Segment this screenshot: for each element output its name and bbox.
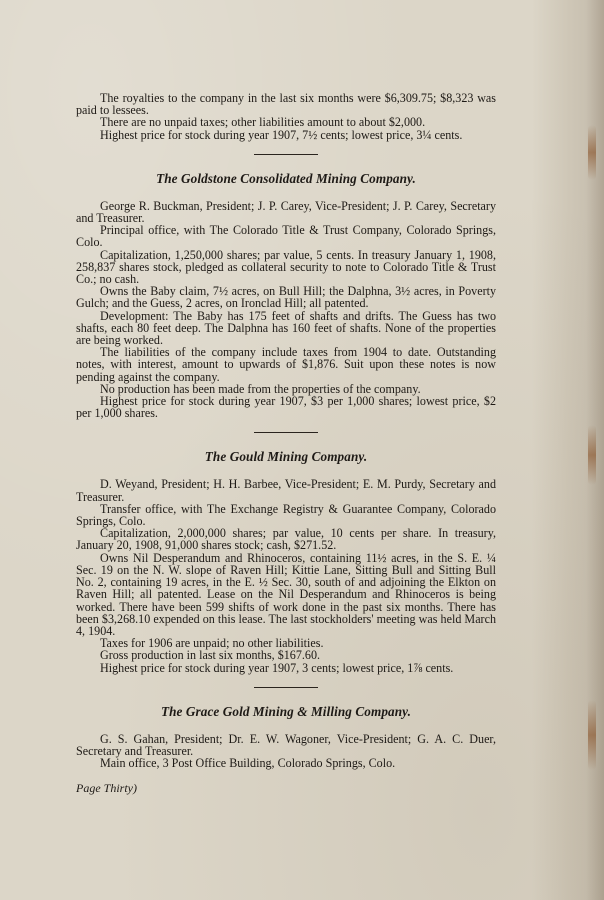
edge-stain	[588, 125, 596, 180]
edge-stain	[588, 700, 596, 770]
section-title: The Gould Mining Company.	[204, 449, 368, 465]
section-paragraph: Transfer office, with The Exchange Registry & Guarantee Company, Colorado Springs, Colo.	[76, 501, 496, 529]
section-paragraph: D. Weyand, President; H. H. Barbee, Vice-President; E. M. Purdy, Secretary and Treasurer.	[76, 477, 496, 504]
section-title: The Goldstone Consolidated Mining Company.	[156, 170, 416, 186]
page-number: Page Thirty)	[76, 781, 137, 796]
section-paragraph: Highest price for stock during year 1907, 3 cents; lowest price, 1⅞ cents.	[100, 660, 454, 675]
section-paragraph: Main office, 3 Post Office Building, Colorado Springs, Colo.	[100, 756, 396, 771]
document-page	[76, 92, 496, 796]
section-paragraph: G. S. Gahan, President; Dr. E. W. Wagoner, Vice-President; G. A. C. Duer, Secretary and Treasurer.	[76, 731, 496, 758]
intro-paragraph: There are no unpaid taxes; other liabilities amount to about $2,000.	[100, 115, 426, 130]
section-paragraph: Owns the Baby claim, 7½ acres, on Bull Hill; the Dalphna, 3½ acres, in Poverty Gulch; and the Guess, 2 acres, on Ironclad Hill; all patented.	[76, 284, 496, 311]
section-paragraph: Gross production in last six months, $167.60.	[100, 648, 321, 663]
intro-paragraph: Highest price for stock during year 1907, 7½ cents; lowest price, 3¼ cents.	[100, 127, 463, 142]
section-divider	[254, 154, 318, 155]
section-paragraph: Capitalization, 2,000,000 shares; par value, 10 cents per share. In treasury, January 20, 1908, 91,000 shares stock; cash, $271.52.	[76, 526, 496, 553]
section-paragraph: Capitalization, 1,250,000 shares; par value, 5 cents. In treasury January 1, 1908, 258,837 shares stock, pledged as collateral security to note to Colorado Title & Trust Co.; no cash.	[76, 247, 496, 287]
section-grace	[76, 704, 496, 770]
section-paragraph: No production has been made from the properties of the company.	[100, 381, 421, 396]
intro-paragraph: The royalties to the company in the last six months were $6,309.75; $8,323 was paid to lessees.	[76, 91, 496, 118]
section-paragraph: The liabilities of the company include taxes from 1904 to date. Outstanding notes, with interest, amount to upwards of $1,876. Suit upon these notes is now pending against the company.	[76, 345, 496, 384]
section-paragraph: George R. Buckman, President; J. P. Carey, Vice-President; J. P. Carey, Secretary and Treasurer.	[76, 198, 496, 226]
section-paragraph: Highest price for stock during year 1907, $3 per 1,000 shares; lowest price, $2 per 1,000 shares.	[76, 394, 496, 421]
section-divider	[254, 432, 318, 433]
section-paragraph: Taxes for 1906 are unpaid; no other liabilities.	[100, 636, 324, 651]
section-paragraph: Principal office, with The Colorado Title & Trust Company, Colorado Springs, Colo.	[76, 223, 496, 250]
section-goldstone	[76, 171, 496, 420]
edge-stain	[588, 425, 596, 485]
section-gould	[76, 449, 496, 673]
section-title: The Grace Gold Mining & Milling Company.	[160, 703, 412, 719]
intro-block	[76, 92, 496, 141]
section-paragraph: Owns Nil Desperandum and Rhinoceros, containing 11½ acres, in the S. E. ¼ Sec. 19 on the N. W. slope of Raven Hill; Kittie Lane, Sitting Bull and Sitting Bull No. 2, containing 19 acres, in the E. ½ Sec. 30, south of and adjoining the Elkton on Raven Hill; all patented. Lease on the Nil Desperandum and Rhinoceros is being worked. There have been 599 shifts of work done in the past six months. There has been $3,268.10 expended on this lease. The last stockholders' meeting was held March 4, 1904.	[76, 550, 496, 638]
section-paragraph: Development: The Baby has 175 feet of shafts and drifts. The Guess has two shafts, each 80 feet deep. The Dalphna has 160 feet of shafts. None of the properties are being worked.	[76, 308, 496, 348]
section-divider	[254, 687, 318, 688]
